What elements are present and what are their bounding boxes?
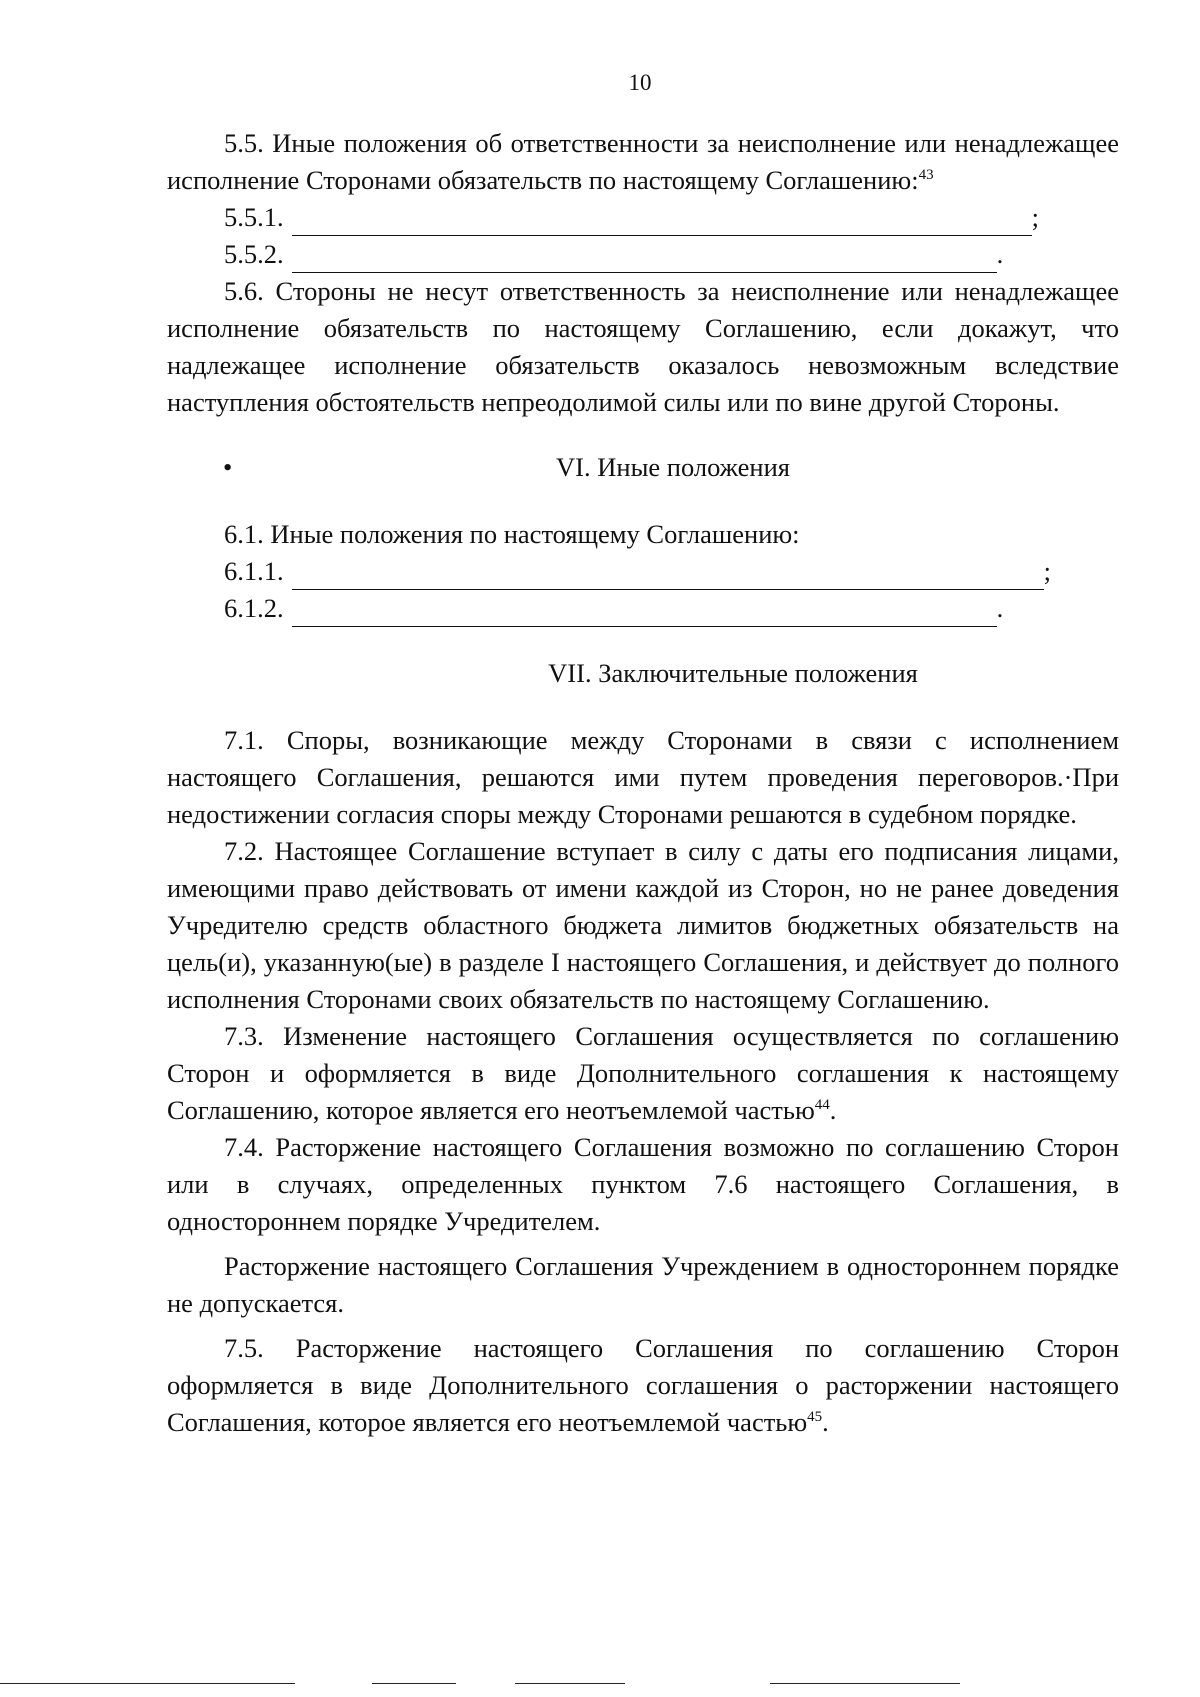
section-6-title: VI. Иные положения (556, 452, 790, 482)
clause-5-6: 5.6. Стороны не несут ответственность за неисполнение или ненадлежащее исполнение обязательств по настоящему Соглашению, если докажут, что надлежащее исполнение обязательств оказалось невозможным вследствие наступления обстоятельств непреодолимой силы или по вине другой Стороны. (167, 276, 1119, 417)
clause-5-5 (167, 125, 1119, 199)
line-end: . (996, 593, 1004, 623)
blank-line (292, 209, 1032, 236)
clause-6-1-2 (167, 590, 1119, 627)
clause-5-5-text: 5.5. Иные положения об ответственности за неисполнение или ненадлежащее исполнение Сторонами обязательств по настоящему Соглашению: (167, 128, 1119, 195)
page-number: 10 (628, 70, 652, 95)
clause-7-3-end: . (829, 1095, 837, 1125)
clause-6-1: 6.1. Иные положения по настоящему Соглашению: (224, 519, 800, 549)
clause-6-1-1 (167, 553, 1119, 590)
section-6-heading (167, 449, 1119, 486)
clause-7-4-paragraph-2: Расторжение настоящего Соглашения Учреждением в одностороннем порядке не допускается. (167, 1251, 1119, 1318)
clause-7-3 (167, 1018, 1119, 1129)
footnote-ref-43: 43 (918, 167, 934, 184)
clause-6-1-1-label: 6.1.1. (224, 556, 284, 586)
clause-7-5-end: . (822, 1407, 829, 1437)
stray-dot: • (223, 452, 233, 482)
section-7-title: VII. Заключительные положения (548, 658, 918, 688)
clause-5-5-1 (167, 199, 1119, 236)
clause-7-5-text: 7.5. Расторжение настоящего Соглашения по соглашению Сторон оформляется в виде Дополнительного соглашения о расторжении настоящего Соглашения, которое является его неотъемлемой частью (167, 1333, 1119, 1437)
clause-7-2: 7.2. Настоящее Соглашение вступает в силу с даты его подписания лицами, имеющими право действовать от имени каждой из Сторон, но не ранее доведения Учредителю средств областного бюджета лимитов бюджетных обязательств на цель(и), указанную(ые) в разделе I настоящего Соглашения, и действует до полного исполнения Сторонами своих обязательств по настоящему Соглашению. (167, 836, 1119, 1014)
line-end: . (996, 239, 1004, 269)
footnote-separator (515, 1683, 625, 1684)
clause-5-5-1-label: 5.5.1. (224, 202, 284, 232)
clause-7-4: 7.4. Расторжение настоящего Соглашения возможно по соглашению Сторон или в случаях, определенных пунктом 7.6 настоящего Соглашения, в одностороннем порядке Учредителем. (167, 1132, 1119, 1236)
clause-7-3-text: 7.3. Изменение настоящего Соглашения осуществляется по соглашению Сторон и оформляется в виде Дополнительного соглашения к настоящему Соглашению, которое является его неотъемлемой частью (167, 1021, 1119, 1125)
blank-line (292, 563, 1044, 590)
line-end: ; (1031, 202, 1039, 232)
document-body (167, 125, 1119, 1441)
blank-line (292, 246, 997, 273)
footnote-ref-45: 45 (807, 1409, 823, 1426)
footnote-separator (372, 1683, 456, 1684)
footnote-ref-44: 44 (814, 1097, 830, 1114)
clause-7-5 (167, 1330, 1119, 1441)
clause-7-1: 7.1. Споры, возникающие между Сторонами в связи с исполнением настоящего Соглашения, решаются ими путем проведения переговоров.·При недостижении согласия споры между Сторонами решаются в судебном порядке. (167, 725, 1119, 829)
section-7-heading (167, 655, 1119, 692)
clause-5-5-2 (167, 236, 1119, 273)
blank-line (292, 600, 997, 627)
footnote-separator (770, 1683, 960, 1684)
footnote-separator (0, 1683, 295, 1684)
line-end: ; (1043, 556, 1051, 586)
clause-5-5-2-label: 5.5.2. (224, 239, 284, 269)
clause-6-1-2-label: 6.1.2. (224, 593, 284, 623)
